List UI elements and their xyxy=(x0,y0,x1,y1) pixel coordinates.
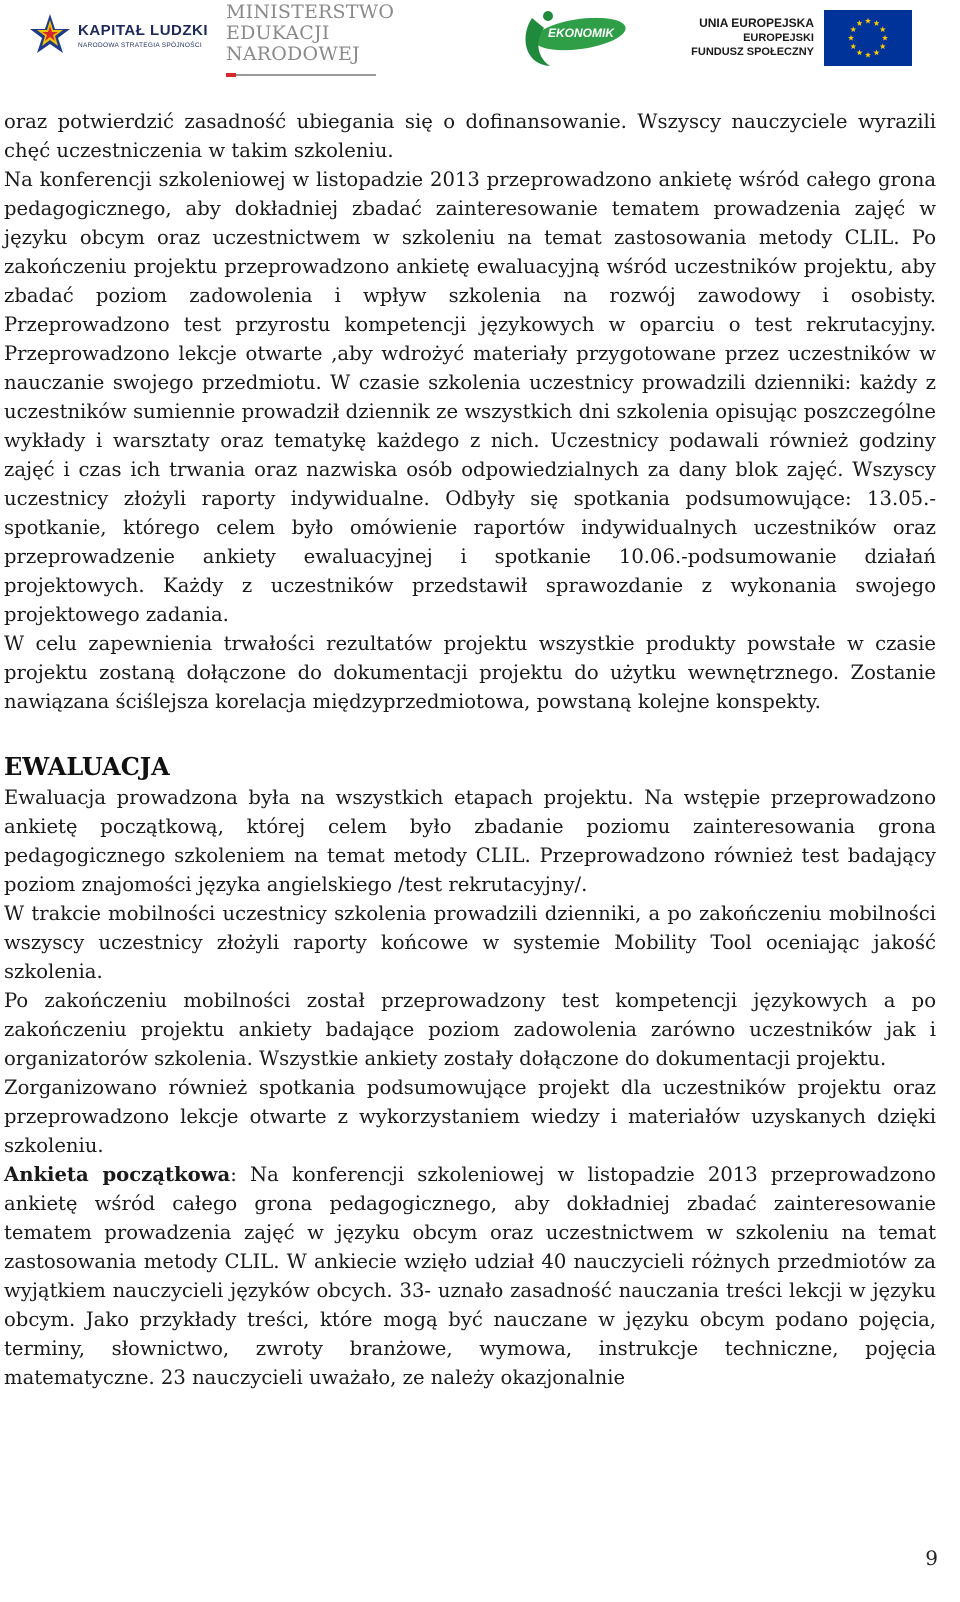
paragraph-8-text: : Na konferencji szkoleniowej w listopadzie 2013 przeprowadzono ankietę wśród całego grona pedagogicznego, aby dokładniej zbadać zainteresowanie tematem prowadzenia zajęć w języku obcym oraz uczestnictwem w szkoleniu na temat zastosowania metody CLIL. W ankiecie wzięło udział 40 nauczycieli różnych przedmiotów za wyjątkiem nauczycieli języków obcych. 33- uznało zasadność nauczania treści lekcji w języku obcym. Jako przykłady treści, które mogą być nauczane w języku obcym podano pojęcia, terminy, słownictwo, zwroty branżowe, wymowa, instrukcje techniczne, pojęcia matematyczne. 23 nauczycieli uważało, ze należy okazjonalnie xyxy=(4,1163,936,1389)
paragraph-8-label: Ankieta początkowa xyxy=(4,1163,231,1186)
paragraph-7: Zorganizowano również spotkania podsumowujące projekt dla uczestników projektu oraz przeprowadzono lekcje otwarte z wykorzystaniem wiedzy i materiałów uzyskanych dzięki szkoleniu. xyxy=(4,1076,936,1157)
ministerstwo-line-1: MINISTERSTWO xyxy=(226,1,395,23)
kapital-ludzki-logo xyxy=(28,8,208,68)
unia-line-3: FUNDUSZ SPOŁECZNY xyxy=(691,46,814,58)
kapital-ludzki-star-icon xyxy=(28,12,72,56)
document-body xyxy=(4,107,936,1392)
paragraph-2: Na konferencji szkoleniowej w listopadzie 2013 przeprowadzono ankietę wśród całego grona pedagogicznego, aby dokładniej zbadać zainteresowanie tematem prowadzenia zajęć w języku obcym oraz uczestnictwem w szkoleniu na temat zastosowania metody CLIL. Po zakończeniu projektu przeprowadzono ankietę ewaluacyjną wśród uczestników projektu, aby zbadać poziom zadowolenia i wpływ szkolenia na rozwój zawodowy i osobisty. Przeprowadzono test przyrostu kompetencji językowych w oparciu o test rekrutacyjny. Przeprowadzono lekcje otwarte ,aby wdrożyć materiały przygotowane przez uczestników w nauczanie swojego przedmiotu. W czasie szkolenia uczestnicy prowadzili dzienniki: każdy z uczestników sumiennie prowadził dziennik ze wszystkich dni szkolenia opisując poszczególne wykłady i warsztaty oraz tematykę każdego z nich. Uczestnicy podawali również godziny zajęć i czas ich trwania oraz nazwiska osób odpowiedzialnych za dany blok zajęć. Wszyscy uczestnicy złożyli raporty indywidualne. Odbyły się spotkania podsumowujące: 13.05.- spotkanie, którego celem było omówienie raportów indywidualnych uczestników oraz przeprowadzenie ankiety ewaluacyjnej i spotkanie 10.06.-podsumowanie działań projektowych. Każdy z uczestników przedstawił sprawozdanie z wykonania swojego projektowego zadania. xyxy=(4,168,936,626)
ekonomik-text: EKONOMIK xyxy=(548,26,614,40)
paragraph-1: oraz potwierdzić zasadność ubiegania się o dofinansowanie. Wszyscy nauczyciele wyrazili chęć uczestniczenia w takim szkoleniu. xyxy=(4,110,936,162)
section-heading-ewaluacja: EWALUACJA xyxy=(4,752,170,781)
paragraph-5: W trakcie mobilności uczestnicy szkolenia prowadzili dzienniki, a po zakończeniu mobilności wszyscy uczestnicy złożyli raporty końcowe w systemie Mobility Tool oceniając jakość szkolenia. xyxy=(4,902,936,983)
paragraph-8 xyxy=(4,1160,936,1392)
header-logo-bar xyxy=(0,0,960,90)
unia-line-1: UNIA EUROPEJSKA xyxy=(699,16,814,30)
paragraph-4: Ewaluacja prowadzona była na wszystkich etapach projektu. Na wstępie przeprowadzono ankietę początkową, której celem było zbadanie poziomu zainteresowania grona pedagogicznego szkoleniem na temat metody CLIL. Przeprowadzono również test badający poziom znajomości języka angielskiego /test rekrutacyjny/. xyxy=(4,786,936,896)
kapital-ludzki-subtitle: NARODOWA STRATEGIA SPÓJNOŚCI xyxy=(78,42,202,49)
ministerstwo-logo xyxy=(226,1,395,82)
ministerstwo-line-2: EDUKACJI xyxy=(226,22,330,44)
paragraph-3: W celu zapewnienia trwałości rezultatów projektu wszystkie produkty powstałe w czasie projektu zostaną dołączone do dokumentacji projektu do użytku wewnętrznego. Zostanie nawiązana ściślejsza korelacja międzyprzedmiotowa, powstaną kolejne konspekty. xyxy=(4,632,936,713)
unia-europejska-logo xyxy=(690,8,912,64)
unia-line-2: EUROPEJSKI xyxy=(743,32,814,44)
ekonomik-logo xyxy=(518,6,638,70)
page-number: 9 xyxy=(925,1546,938,1570)
eu-flag-icon xyxy=(824,10,912,66)
paragraph-6: Po zakończeniu mobilności został przeprowadzony test kompetencji językowych a po zakończeniu projektu ankiety badające poziom zadowolenia zarówno uczestników jak i organizatorów szkolenia. Wszystkie ankiety zostały dołączone do dokumentacji projektu. xyxy=(4,989,936,1070)
ministerstwo-rule-decoration xyxy=(226,72,376,78)
ministerstwo-line-3: NARODOWEJ xyxy=(226,43,360,65)
kapital-ludzki-title: KAPITAŁ LUDZKI xyxy=(78,22,209,39)
